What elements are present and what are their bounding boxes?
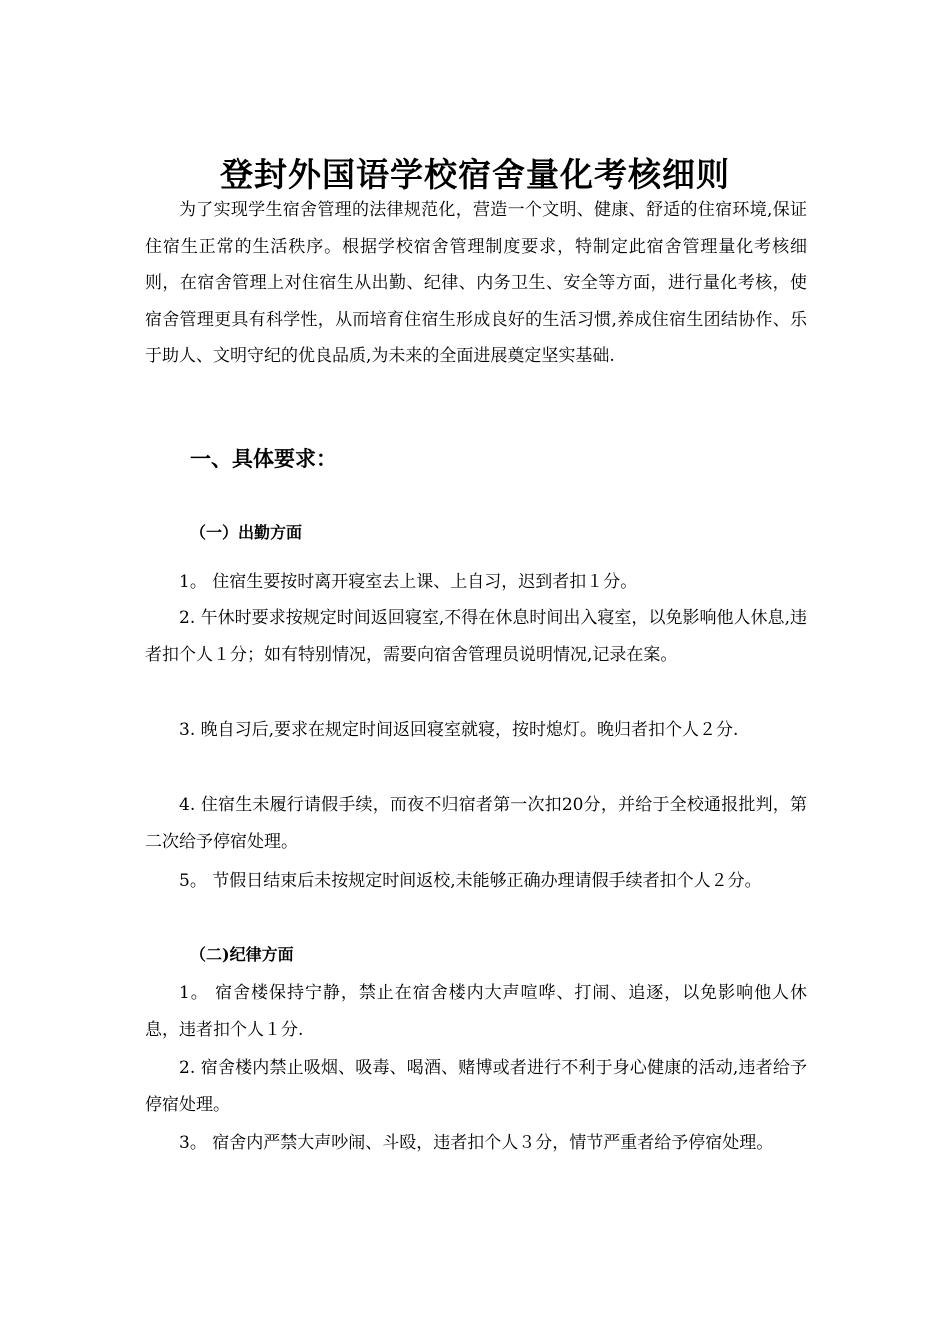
page-title: 登封外国语学校宿舍量化考核细则 xyxy=(220,155,730,195)
attendance-item-1: 1。 住宿生要按时离开寝室去上课、上自习，迟到者扣１分。 xyxy=(179,572,638,592)
attendance-item-5: 5。 节假日结束后未按规定时间返校,未能够正确办理请假手续者扣个人２分。 xyxy=(179,871,762,891)
discipline-item-3: 3。 宿舍内严禁大声吵闹、斗殴，违者扣个人３分，情节严重者给予停宿处理。 xyxy=(179,1133,774,1153)
section-heading-requirements: 一、具体要求： xyxy=(190,446,337,471)
attendance-item-4: 4. 住宿生未履行请假手续，而夜不归宿者第一次扣20分，并给于全校通报批判，第二次给予停宿处理。 xyxy=(145,795,807,852)
subsection-heading-discipline: （二)纪律方面 xyxy=(190,945,294,964)
attendance-item-2: 2. 午休时要求按规定时间返回寝室,不得在休息时间出入寝室，以免影响他人休息,违者扣个人１分；如有特别情况，需要向宿舍管理员说明情况,记录在案。 xyxy=(145,608,807,665)
subsection-heading-attendance: （一）出勤方面 xyxy=(190,523,303,542)
discipline-item-1: 1。 宿舍楼保持宁静，禁止在宿舍楼内大声喧哗、打闹、追逐，以免影响他人休息，违者扣个人１分. xyxy=(145,983,807,1040)
discipline-item-2: 2. 宿舍楼内禁止吸烟、吸毒、喝酒、赌博或者进行不利于身心健康的活动,违者给予停宿处理。 xyxy=(145,1058,807,1115)
attendance-item-3: 3. 晚自习后,要求在规定时间返回寝室就寝，按时熄灯。晚归者扣个人２分. xyxy=(179,720,739,740)
intro-paragraph: 为了实现学生宿舍管理的法律规范化，营造一个文明、健康、舒适的住宿环境,保证住宿生正常的生活秩序。根据学校宿舍管理制度要求，特制定此宿舍管理量化考核细则，在宿舍管理上对住宿生从出勤、纪律、内务卫生、安全等方面，进行量化考核，使宿舍管理更具有科学性，从而培育住宿生形成良好的生活习惯,养成住宿生团结协作、乐于助人、文明守纪的优良品质,为未来的全面进展奠定坚实基础. xyxy=(145,200,807,366)
